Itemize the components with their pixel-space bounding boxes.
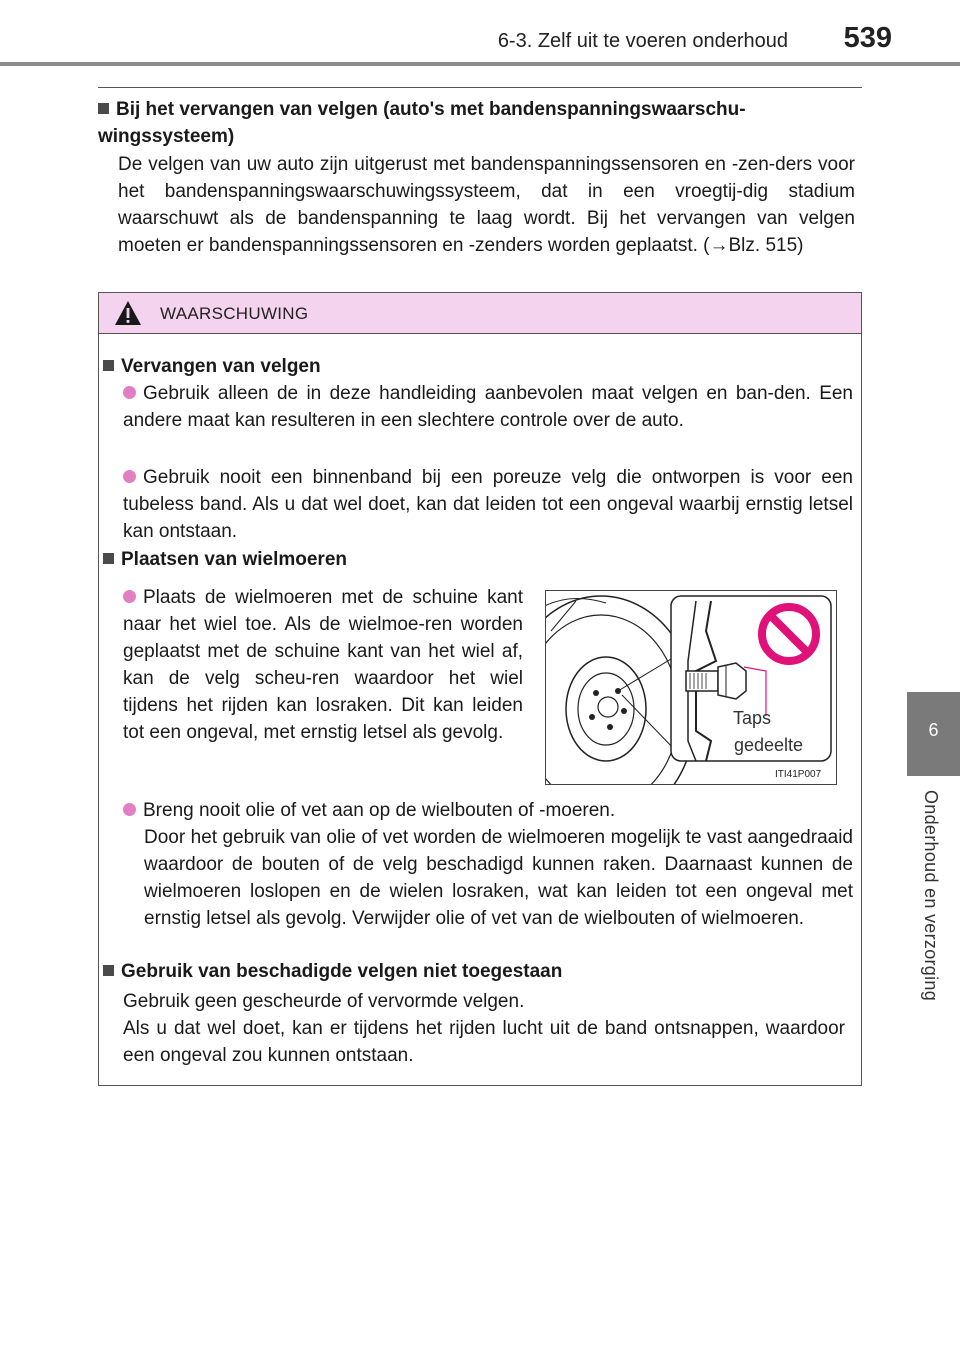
section-heading-text: Gebruik van beschadigde velgen niet toegestaan [121, 961, 563, 982]
section-text: Gebruik geen gescheurde of vervormde velgen. [123, 991, 525, 1012]
chapter-number: 6 [928, 720, 939, 740]
intro-heading [98, 96, 860, 150]
taper-label-line2: gedeelte [734, 735, 804, 755]
header-section-title: 6-3. Zelf uit te voeren onderhoud [497, 30, 788, 52]
list-item [123, 584, 523, 746]
list-item [123, 797, 853, 824]
section-heading-wielmoeren [103, 546, 347, 573]
intro-heading-text: Bij het vervangen van velgen (auto's met bandenspanningswaarschu-wingssysteem) [98, 99, 746, 147]
bullet-dot-icon [123, 386, 136, 399]
content-divider [98, 87, 862, 88]
section-heading-velgen [103, 353, 321, 380]
figure-code: ITI41P007 [775, 769, 822, 780]
page-number: 539 [843, 22, 892, 54]
list-item-text: Breng nooit olie of vet aan op de wielbouten of -moeren. [143, 800, 616, 821]
square-bullet-icon [103, 553, 114, 564]
bullet-dot-icon [123, 803, 136, 816]
section-heading-beschadigd [103, 958, 562, 985]
list-item-body: Door het gebruik van olie of vet worden de wielmoeren mogelijk te vast aangedraaid waardoor de bouten of de velg beschadigd kunnen raken. Daarnaast kunnen de wielmoeren loslopen en de wielen losraken, wat kan leiden tot een ongeval met ernstig letsel als gevolg. Verwijder olie of vet van de wielbouten of wielmoeren. [144, 827, 853, 929]
list-item [123, 464, 853, 545]
list-item [123, 380, 853, 434]
section-text: Als u dat wel doet, kan er tijdens het rijden lucht uit de band ontsnappen, waardoor een ongeval zou kunnen ontstaan. [123, 1018, 845, 1066]
square-bullet-icon [103, 360, 114, 371]
square-bullet-icon [103, 965, 114, 976]
header-divider [0, 62, 960, 66]
section-heading-text: Vervangen van velgen [121, 356, 321, 377]
chapter-label: Onderhoud en verzorging [921, 790, 941, 1002]
square-bullet-icon [98, 103, 109, 114]
bullet-dot-icon [123, 590, 136, 603]
list-item-text: Plaats de wielmoeren met de schuine kant naar het wiel toe. Als de wielmoe-ren worden geplaatst met de schuine kant van het wiel af, kan de velg scheu-ren waardoor het wiel tijdens het rijden kan losraken. Dit kan leiden tot een ongeval, met ernstig letsel als gevolg. [123, 587, 523, 743]
list-item-text: Gebruik nooit een binnenband bij een poreuze velg die ontworpen is voor een tubeless band. Als u dat wel doet, kan dat leiden tot een ongeval waarbij ernstig letsel kan ontstaan. [123, 467, 853, 542]
intro-body: De velgen van uw auto zijn uitgerust met bandenspanningssensoren en -zen-ders voor het bandenspanningswaarschuwingssysteem, dat in een vroegtij-dig stadium waarschuwt als de bandenspanning te laag wordt. Bij het vervangen van velgen moeten er bandenspanningssensoren en -zenders worden geplaatst. (→Blz. 515) [118, 154, 855, 256]
warning-title: WAARSCHUWING [160, 304, 309, 323]
section-heading-text: Plaatsen van wielmoeren [121, 549, 347, 570]
warning-triangle-icon [114, 300, 142, 326]
taper-label-line1: Taps [733, 708, 772, 728]
bullet-dot-icon [123, 470, 136, 483]
list-item-text: Gebruik alleen de in deze handleiding aanbevolen maat velgen en ban-den. Een andere maat kan resulteren in een slechtere controle over de auto. [123, 383, 853, 431]
